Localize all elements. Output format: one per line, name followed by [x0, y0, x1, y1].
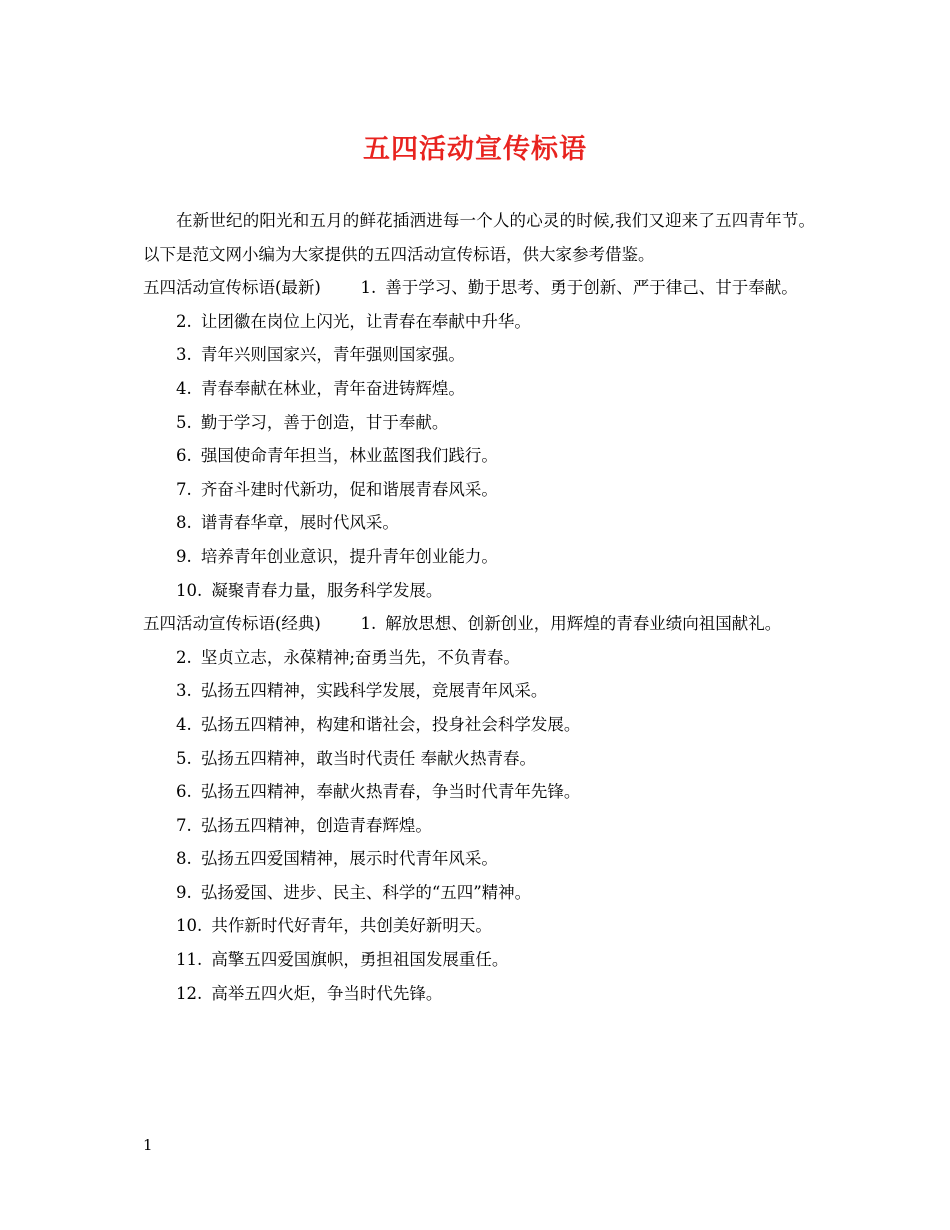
list-item — [143, 473, 815, 507]
item-number: 7. — [176, 479, 192, 499]
item-text: 谱青春华章，展时代风采。 — [200, 513, 399, 533]
item-number: 10. — [176, 916, 203, 936]
item-number: 4. — [176, 378, 192, 398]
item-number: 6. — [176, 782, 192, 802]
list-item — [143, 943, 815, 977]
item-number: 8. — [176, 849, 192, 869]
item-text: 弘扬五四爱国精神，展示时代青年风采。 — [200, 849, 498, 869]
list-item — [143, 305, 815, 339]
item-number: 6. — [176, 446, 192, 466]
list-item — [143, 506, 815, 540]
item-text: 坚贞立志，永葆精神;奋勇当先，不负青春。 — [200, 647, 520, 667]
item-text: 弘扬五四精神，创造青春辉煌。 — [200, 815, 432, 835]
item-text: 齐奋斗建时代新功，促和谐展青春风采。 — [200, 479, 498, 499]
item-number: 2. — [176, 647, 192, 667]
section-heading: 五四活动宣传标语(最新) — [143, 278, 321, 298]
item-text: 培养青年创业意识，提升青年创业能力。 — [200, 546, 498, 566]
list-item — [143, 842, 815, 876]
item-text: 凝聚青春力量，服务科学发展。 — [211, 580, 443, 600]
intro-paragraph: 在新世纪的阳光和五月的鲜花插洒进每一个人的心灵的时候,我们又迎来了五四青年节。以下是范文网小编为大家提供的五四活动宣传标语，供大家参考借鉴。 — [143, 211, 815, 264]
item-text: 青春奉献在林业，青年奋进铸辉煌。 — [200, 378, 465, 398]
section-latest-heading-line — [143, 271, 815, 305]
list-item — [143, 674, 815, 708]
item-number: 10. — [176, 580, 203, 600]
list-item — [143, 708, 815, 742]
item-number: 7. — [176, 815, 192, 835]
item-text: 解放思想、创新创业，用辉煌的青春业绩向祖国献礼。 — [385, 614, 782, 634]
item-number: 3. — [176, 681, 192, 701]
item-number: 11. — [176, 950, 203, 970]
document-title: 五四活动宣传标语 — [363, 134, 587, 165]
item-number: 5. — [176, 748, 192, 768]
item-number: 3. — [176, 345, 192, 365]
item-number: 4. — [176, 714, 192, 734]
page-number: 1 — [143, 1136, 153, 1154]
item-number: 9. — [176, 882, 192, 902]
item-text: 高擎五四爱国旗帜，勇担祖国发展重任。 — [211, 950, 509, 970]
list-item — [143, 406, 815, 440]
item-text: 弘扬五四精神，构建和谐社会，投身社会科学发展。 — [200, 714, 581, 734]
item-text: 让团徽在岗位上闪光，让青春在奉献中升华。 — [200, 311, 531, 331]
list-item — [143, 574, 815, 608]
item-text: 高举五四火炬，争当时代先锋。 — [211, 983, 443, 1003]
item-text: 勤于学习，善于创造，甘于奉献。 — [200, 412, 449, 432]
list-item — [143, 775, 815, 809]
list-item — [143, 876, 815, 910]
list-item — [143, 909, 815, 943]
item-number: 1. — [360, 614, 377, 634]
item-text: 善于学习、勤于思考、勇于创新、严于律己、甘于奉献。 — [385, 278, 798, 298]
item-number: 9. — [176, 546, 192, 566]
item-number: 1. — [360, 278, 377, 298]
item-number: 5. — [176, 412, 192, 432]
list-item — [143, 540, 815, 574]
list-item — [143, 338, 815, 372]
section-classic-heading-line — [143, 607, 815, 641]
list-item — [143, 641, 815, 675]
item-text: 强国使命青年担当，林业蓝图我们践行。 — [200, 446, 498, 466]
item-text: 弘扬五四精神，实践科学发展，竞展青年风采。 — [200, 681, 548, 701]
list-item — [143, 742, 815, 776]
item-number: 2. — [176, 311, 192, 331]
item-text: 弘扬爱国、进步、民主、科学的“五四”精神。 — [200, 882, 532, 902]
list-item — [143, 372, 815, 406]
item-text: 青年兴则国家兴，青年强则国家强。 — [200, 345, 465, 365]
item-number: 12. — [176, 983, 203, 1003]
item-text: 共作新时代好青年，共创美好新明天。 — [211, 916, 492, 936]
item-text: 弘扬五四精神，奉献火热青春，争当时代青年先锋。 — [200, 782, 581, 802]
list-item — [143, 809, 815, 843]
section-heading: 五四活动宣传标语(经典) — [143, 614, 321, 634]
list-item — [143, 977, 815, 1011]
item-number: 8. — [176, 513, 192, 533]
item-text: 弘扬五四精神，敢当时代责任 奉献火热青春。 — [200, 748, 537, 768]
list-item — [143, 439, 815, 473]
document-body — [143, 204, 815, 1010]
